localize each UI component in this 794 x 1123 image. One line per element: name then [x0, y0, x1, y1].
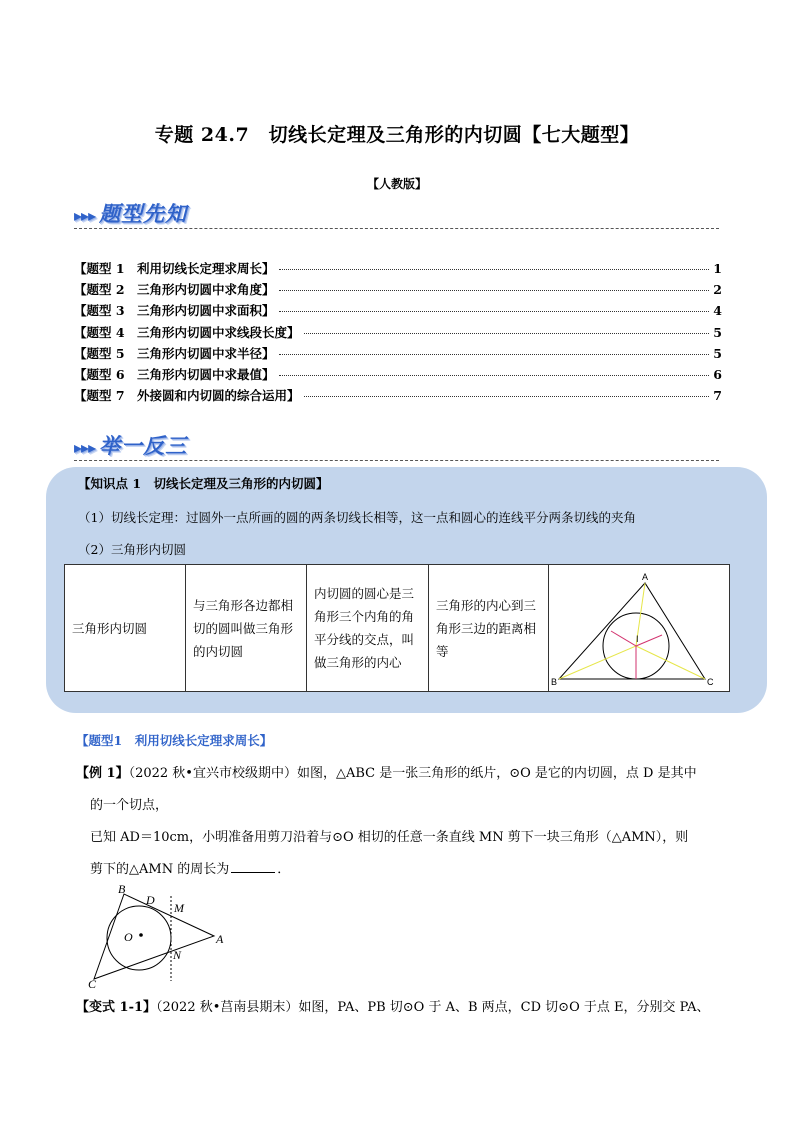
knowledge-line-1: （1）切线长定理：过圆外一点所画的圆的两条切线长相等，这一点和圆心的连线平分两条切线的夹角	[78, 510, 636, 525]
table-cell: 三角形的内心到三角形三边的距离相等	[429, 565, 549, 692]
example-1-line-1: 【例 1】（2022 秋•宜兴市校级期中）如图，△ABC 是一张三角形的纸片，⊙O 是它的内切圆，点 D 是其中	[76, 766, 697, 781]
point-label: A	[642, 572, 649, 582]
incircle-figure-cell	[549, 565, 730, 692]
example-1-line-3: 已知 AD＝10cm，小明准备用剪刀沿着与⊙O 相切的任意一条直线 MN 剪下一块三角形（△AMN），则	[90, 830, 689, 845]
table-cell: 三角形内切圆	[65, 565, 186, 692]
toc-item[interactable]: 【题型 6 三角形内切圆中求最值】 6	[74, 366, 722, 382]
point-label: N	[173, 948, 182, 962]
point-label: M	[174, 901, 184, 915]
table-cell: 与三角形各边都相切的圆叫做三角形的内切圆	[186, 565, 307, 692]
variant-1-1: 【变式 1-1】（2022 秋•莒南县期末）如图，PA、PB 切⊙O 于 A、B 两点，CD 切⊙O 于点 E，分别交 PA、	[76, 1000, 710, 1015]
point-label: C	[707, 677, 714, 687]
toc-item[interactable]: 【题型 5 三角形内切圆中求半径】 5	[74, 345, 722, 361]
arrow-icon: ▸▸▸	[74, 206, 96, 225]
toc-item[interactable]: 【题型 1 利用切线长定理求周长】 1	[74, 261, 722, 276]
knowledge-title: 【知识点 1 切线长定理及三角形的内切圆】	[78, 476, 329, 491]
incircle-figure	[549, 565, 729, 691]
edition-label: 【人教版】	[366, 177, 427, 191]
toc-item[interactable]: 【题型 3 三角形内切圆中求面积】 4	[74, 303, 722, 319]
point-label: I	[636, 634, 639, 644]
example-1-line-2: 的一个切点，	[90, 798, 169, 813]
banner-examples-text: 举一反三	[99, 434, 188, 458]
table-cell: 内切圆的圆心是三角形三个内角的角平分线的交点，叫做三角形的内心	[307, 565, 429, 692]
knowledge-table	[64, 564, 730, 692]
divider	[74, 460, 719, 461]
answer-blank[interactable]	[231, 860, 275, 873]
point-label: D	[146, 893, 155, 907]
example-1-figure	[84, 884, 234, 992]
point-label: C	[88, 977, 97, 991]
table-of-contents	[74, 259, 722, 407]
banner-overview	[74, 198, 187, 228]
banner-overview-text: 题型先知	[99, 202, 188, 226]
arrow-icon: ▸▸▸	[74, 438, 96, 457]
toc-item[interactable]: 【题型 2 三角形内切圆中求角度】 2	[74, 282, 722, 298]
banner-examples	[74, 430, 187, 460]
point-label: B	[551, 677, 558, 687]
example-1-line-4: 剪下的△AMN 的周长为 ．	[90, 862, 291, 877]
divider	[74, 228, 719, 229]
toc-item[interactable]: 【题型 4 三角形内切圆中求线段长度】 5	[74, 324, 722, 340]
point-label: A	[216, 932, 224, 946]
point-label: O	[124, 930, 133, 944]
knowledge-line-2: （2）三角形内切圆	[78, 542, 186, 557]
page-title: 专题 24.7 切线长定理及三角形的内切圆【七大题型】	[154, 124, 640, 146]
section-heading: 【题型1 利用切线长定理求周长】	[76, 733, 273, 748]
toc-item[interactable]: 【题型 7 外接圆和内切圆的综合运用】 7	[74, 388, 722, 404]
point-label: B	[118, 884, 126, 896]
